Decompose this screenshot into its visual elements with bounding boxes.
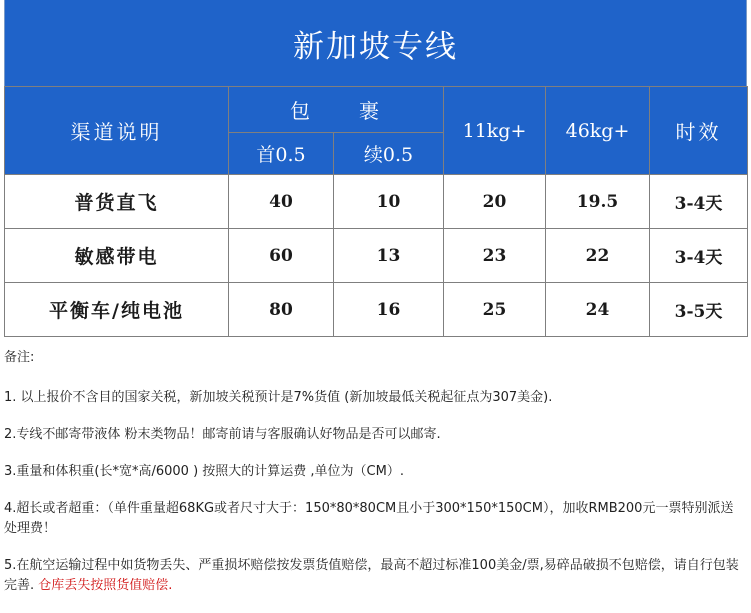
row-cont: 13 xyxy=(334,229,444,283)
row-name: 普货直飞 xyxy=(5,175,229,229)
header-11kg: 11kg+ xyxy=(444,87,546,175)
row-first: 60 xyxy=(229,229,334,283)
note-5 xyxy=(4,556,744,596)
row-cont: 10 xyxy=(334,175,444,229)
row-cont: 16 xyxy=(334,283,444,337)
note-5-warning: 仓库丢失按照货值赔偿. xyxy=(34,578,173,593)
rate-table xyxy=(4,86,748,337)
row-name: 敏感带电 xyxy=(5,229,229,283)
table-row xyxy=(5,175,748,229)
note-3: 3.重量和体积重(长*宽*高/6000 ) 按照大的计算运费 ,单位为（CM）. xyxy=(4,464,404,479)
row-first: 80 xyxy=(229,283,334,337)
header-channel: 渠道说明 xyxy=(5,87,229,175)
row-46kg: 22 xyxy=(546,229,650,283)
note-1: 1. 以上报价不含目的国家关税，新加坡关税预计是7%货值 (新加坡最低关税起征点为307美金). xyxy=(4,390,553,405)
header-46kg: 46kg+ xyxy=(546,87,650,175)
page-title: 新加坡专线 xyxy=(4,0,747,86)
row-11kg: 25 xyxy=(444,283,546,337)
note-2: 2.专线不邮寄带液体 粉末类物品！邮寄前请与客服确认好物品是否可以邮寄. xyxy=(4,427,441,442)
row-46kg: 19.5 xyxy=(546,175,650,229)
row-first: 40 xyxy=(229,175,334,229)
row-time: 3-4天 xyxy=(650,175,748,229)
header-time: 时效 xyxy=(650,87,748,175)
note-4: 4.超长或者超重：（单件重量超68KG或者尺寸大于：150*80*80CM且小于300*150*150CM），加收RMB200元一票特别派送处理费！ xyxy=(4,501,734,536)
row-name: 平衡车/纯电池 xyxy=(5,283,229,337)
table-row xyxy=(5,229,748,283)
row-46kg: 24 xyxy=(546,283,650,337)
header-parcel: 包 裹 xyxy=(229,87,444,133)
header-first: 首0.5 xyxy=(229,133,334,175)
table-row xyxy=(5,283,748,337)
row-11kg: 23 xyxy=(444,229,546,283)
note-5-text: 5.在航空运输过程中如货物丢失、严重损坏赔偿按发票货值赔偿，最高不超过标准100美金/票,易碎品破损不包赔偿，请自行包装完善. xyxy=(4,558,739,593)
notes-label: 备注: xyxy=(4,350,35,365)
header-cont: 续0.5 xyxy=(334,133,444,175)
row-11kg: 20 xyxy=(444,175,546,229)
row-time: 3-5天 xyxy=(650,283,748,337)
row-time: 3-4天 xyxy=(650,229,748,283)
notes-section xyxy=(4,348,744,613)
